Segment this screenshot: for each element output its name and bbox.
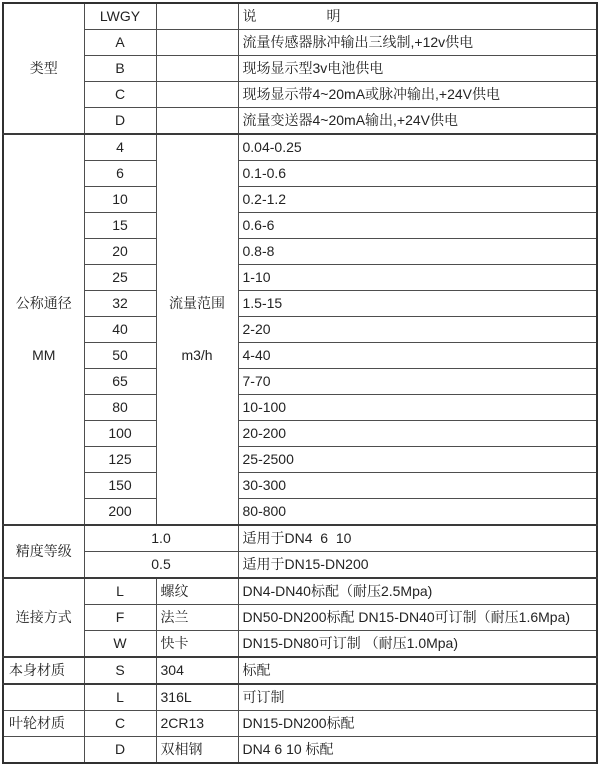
table-row [3,605,597,631]
empty-cell [156,108,238,135]
empty-cell [156,3,238,30]
body-material-name: 304 [156,657,238,684]
flow-range-value: 7-70 [238,369,597,395]
empty-cell [156,82,238,108]
impeller-code: L [84,684,156,711]
empty-cell [156,30,238,56]
table-row [3,82,597,108]
connection-code: W [84,631,156,658]
impeller-code: D [84,737,156,764]
type-desc: 现场显示型3v电池供电 [238,56,597,82]
flow-range-value: 20-200 [238,421,597,447]
accuracy-section-label: 精度等级 [3,525,84,578]
table-row [3,187,597,213]
connection-name: 快卡 [156,631,238,658]
dn-value: 50 [84,343,156,369]
flow-range-value: 30-300 [238,473,597,499]
connection-code: F [84,605,156,631]
table-row [3,239,597,265]
flow-range-label-line1: 流量范围 [169,294,225,311]
table-row [3,737,597,764]
flow-range-value: 10-100 [238,395,597,421]
connection-desc: DN4-DN40标配（耐压2.5Mpa) [238,578,597,605]
accuracy-value: 1.0 [84,525,238,552]
flow-range-label [156,134,238,525]
table-row [3,631,597,658]
flow-range-label-line2: m3/h [181,347,213,363]
flow-range-value: 80-800 [238,499,597,526]
table-row [3,525,597,552]
diameter-section-label [3,134,84,525]
flow-range-value: 0.1-0.6 [238,161,597,187]
type-code: D [84,108,156,135]
connection-section-label: 连接方式 [3,578,84,657]
table-row [3,343,597,369]
table-row [3,213,597,239]
model-code-header: LWGY [84,3,156,30]
table-row [3,552,597,579]
dn-value: 150 [84,473,156,499]
flow-range-value: 0.8-8 [238,239,597,265]
flow-range-value: 1-10 [238,265,597,291]
table-row [3,578,597,605]
header-row [3,3,597,30]
table-row [3,108,597,135]
table-row [3,317,597,343]
dn-value: 65 [84,369,156,395]
dn-value: 200 [84,499,156,526]
spec-table [2,2,598,764]
impeller-name: 316L [156,684,238,711]
accuracy-value: 0.5 [84,552,238,579]
accuracy-desc: 适用于DN15-DN200 [238,552,597,579]
impeller-name: 双相钢 [156,737,238,764]
flow-range-value: 2-20 [238,317,597,343]
dn-value: 20 [84,239,156,265]
table-row [3,473,597,499]
impeller-material-section-label: 叶轮材质 [3,711,84,737]
body-material-desc: 标配 [238,657,597,684]
table-row [3,134,597,161]
type-code: A [84,30,156,56]
table-row [3,421,597,447]
body-material-section-label: 本身材质 [3,657,84,684]
dn-value: 125 [84,447,156,473]
diameter-label-line1: 公称通径 [15,294,72,311]
table-row [3,30,597,56]
body-material-code: S [84,657,156,684]
table-row [3,684,597,711]
table-row [3,56,597,82]
table-row [3,369,597,395]
flow-range-value: 1.5-15 [238,291,597,317]
table-row [3,657,597,684]
table-row [3,265,597,291]
dn-value: 80 [84,395,156,421]
connection-desc: DN50-DN200标配 DN15-DN40可订制（耐压1.6Mpa) [238,605,597,631]
flow-range-value: 0.04-0.25 [238,134,597,161]
type-code: C [84,82,156,108]
flow-range-value: 4-40 [238,343,597,369]
dn-value: 25 [84,265,156,291]
dn-value: 10 [84,187,156,213]
type-code: B [84,56,156,82]
dn-value: 4 [84,134,156,161]
accuracy-desc: 适用于DN4 6 10 [238,525,597,552]
impeller-desc: 可订制 [238,684,597,711]
flow-range-value: 0.2-1.2 [238,187,597,213]
impeller-desc: DN4 6 10 标配 [238,737,597,764]
dn-value: 40 [84,317,156,343]
flow-range-value: 0.6-6 [238,213,597,239]
type-desc: 流量传感器脉冲输出三线制,+12v供电 [238,30,597,56]
connection-name: 螺纹 [156,578,238,605]
diameter-label-line2: MM [32,347,56,363]
connection-code: L [84,578,156,605]
description-header: 说 明 [238,3,597,30]
connection-name: 法兰 [156,605,238,631]
impeller-desc: DN15-DN200标配 [238,711,597,737]
table-row [3,499,597,526]
empty-cell [3,737,84,764]
table-row [3,711,597,737]
impeller-name: 2CR13 [156,711,238,737]
dn-value: 15 [84,213,156,239]
type-section-label: 类型 [3,3,84,134]
impeller-code: C [84,711,156,737]
table-row [3,447,597,473]
type-desc: 流量变送器4~20mA输出,+24V供电 [238,108,597,135]
table-row [3,291,597,317]
dn-value: 100 [84,421,156,447]
table-row [3,395,597,421]
dn-value: 6 [84,161,156,187]
type-desc: 现场显示带4~20mA或脉冲输出,+24V供电 [238,82,597,108]
connection-desc: DN15-DN80可订制 （耐压1.0Mpa) [238,631,597,658]
flow-range-value: 25-2500 [238,447,597,473]
dn-value: 32 [84,291,156,317]
table-row [3,161,597,187]
empty-cell [3,684,84,711]
empty-cell [156,56,238,82]
